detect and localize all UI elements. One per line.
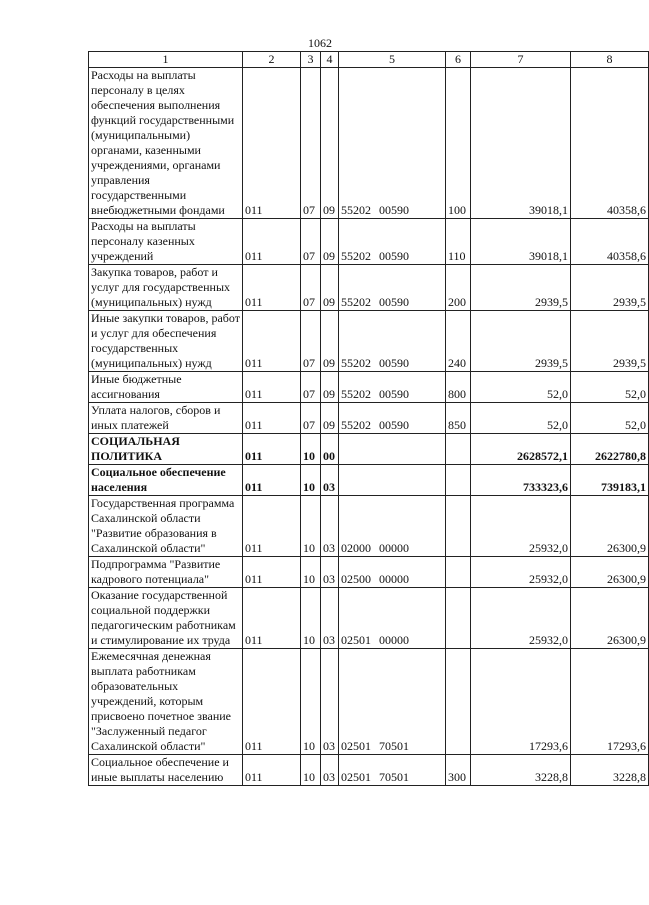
- target-article-part-a: 55202: [341, 249, 371, 263]
- ministry-code: 011: [243, 219, 301, 265]
- target-article-part-b: 00000: [379, 572, 409, 586]
- amount-year-1: 733323,6: [471, 465, 571, 496]
- expense-type-code: 200: [446, 265, 471, 311]
- column-header: 1: [89, 52, 243, 68]
- target-article-part-b: 70501: [379, 770, 409, 784]
- table-row: [89, 403, 649, 434]
- expense-type-code: 100: [446, 68, 471, 219]
- row-name: Иные бюджетные ассигнования: [89, 372, 243, 403]
- expense-type-code: [446, 496, 471, 557]
- amount-year-1: 17293,6: [471, 649, 571, 755]
- section-code: 10: [301, 434, 321, 465]
- amount-year-2: 2622780,8: [571, 434, 649, 465]
- table-row: [89, 219, 649, 265]
- ministry-code: 011: [243, 311, 301, 372]
- target-article-part-a: 55202: [341, 203, 371, 217]
- expense-type-code: [446, 588, 471, 649]
- amount-year-2: 739183,1: [571, 465, 649, 496]
- expense-type-code: [446, 434, 471, 465]
- subsection-code: 03: [321, 557, 339, 588]
- expense-type-code: [446, 465, 471, 496]
- table-row: [89, 68, 649, 219]
- amount-year-1: 25932,0: [471, 588, 571, 649]
- amount-year-1: 2939,5: [471, 311, 571, 372]
- amount-year-2: 40358,6: [571, 68, 649, 219]
- ministry-code: 011: [243, 649, 301, 755]
- subsection-code: 03: [321, 649, 339, 755]
- row-name: Социальное обеспечение и иные выплаты населению: [89, 755, 243, 786]
- target-article-part-a: 02501: [341, 739, 371, 753]
- target-article-part-b: 70501: [379, 739, 409, 753]
- target-article-code: [339, 649, 446, 755]
- table-row: [89, 372, 649, 403]
- section-code: 07: [301, 403, 321, 434]
- row-name: Иные закупки товаров, работ и услуг для обеспечения государственных (муниципальных) нужд: [89, 311, 243, 372]
- subsection-code: 09: [321, 68, 339, 219]
- target-article-code: [339, 465, 446, 496]
- amount-year-1: 25932,0: [471, 496, 571, 557]
- ministry-code: 011: [243, 557, 301, 588]
- table-row: [89, 755, 649, 786]
- target-article-part-b: 00590: [379, 295, 409, 309]
- ministry-code: 011: [243, 372, 301, 403]
- section-code: 07: [301, 265, 321, 311]
- amount-year-2: 2939,5: [571, 265, 649, 311]
- target-article-part-a: 02500: [341, 572, 371, 586]
- target-article-code: [339, 588, 446, 649]
- column-header: 3: [301, 52, 321, 68]
- target-article-code: [339, 403, 446, 434]
- section-code: 07: [301, 219, 321, 265]
- column-header: 4: [321, 52, 339, 68]
- ministry-code: 011: [243, 755, 301, 786]
- amount-year-1: 2939,5: [471, 265, 571, 311]
- table-row: [89, 434, 649, 465]
- expense-type-code: [446, 557, 471, 588]
- amount-year-1: 52,0: [471, 403, 571, 434]
- table-row: [89, 649, 649, 755]
- section-code: 07: [301, 372, 321, 403]
- amount-year-1: 39018,1: [471, 68, 571, 219]
- target-article-part-a: 02000: [341, 541, 371, 555]
- target-article-part-a: 55202: [341, 356, 371, 370]
- target-article-code: [339, 755, 446, 786]
- target-article-code: [339, 557, 446, 588]
- subsection-code: 03: [321, 755, 339, 786]
- ministry-code: 011: [243, 265, 301, 311]
- ministry-code: 011: [243, 588, 301, 649]
- page-number: 1062: [308, 36, 332, 50]
- row-name: Оказание государственной социальной поддержки педагогическим работникам и стимулирование их труда: [89, 588, 243, 649]
- expense-type-code: 240: [446, 311, 471, 372]
- row-name: Расходы на выплаты персоналу казенных учреждений: [89, 219, 243, 265]
- table-row: [89, 265, 649, 311]
- column-header: 2: [243, 52, 301, 68]
- subsection-code: 09: [321, 372, 339, 403]
- target-article-part-b: 00590: [379, 249, 409, 263]
- table-header-row: [89, 52, 649, 68]
- target-article-code: [339, 496, 446, 557]
- amount-year-1: 25932,0: [471, 557, 571, 588]
- ministry-code: 011: [243, 496, 301, 557]
- table-row: [89, 557, 649, 588]
- table-row: [89, 465, 649, 496]
- target-article-code: [339, 311, 446, 372]
- amount-year-2: 26300,9: [571, 588, 649, 649]
- column-header: 5: [339, 52, 446, 68]
- target-article-code: [339, 219, 446, 265]
- table-row: [89, 496, 649, 557]
- target-article-part-a: 55202: [341, 418, 371, 432]
- row-name: Расходы на выплаты персоналу в целях обеспечения выполнения функций государственными (муниципальными) органами, казенными учреждениями, органами управления государственными внебюджетными фондами: [89, 68, 243, 219]
- amount-year-2: 52,0: [571, 372, 649, 403]
- ministry-code: 011: [243, 403, 301, 434]
- ministry-code: 011: [243, 68, 301, 219]
- ministry-code: 011: [243, 465, 301, 496]
- column-header: 8: [571, 52, 649, 68]
- row-name: Социальное обеспечение населения: [89, 465, 243, 496]
- row-name: Уплата налогов, сборов и иных платежей: [89, 403, 243, 434]
- section-code: 07: [301, 311, 321, 372]
- amount-year-2: 17293,6: [571, 649, 649, 755]
- subsection-code: 03: [321, 465, 339, 496]
- section-code: 10: [301, 465, 321, 496]
- amount-year-2: 3228,8: [571, 755, 649, 786]
- row-name: Государственная программа Сахалинской области "Развитие образования в Сахалинской области": [89, 496, 243, 557]
- ministry-code: 011: [243, 434, 301, 465]
- amount-year-1: 2628572,1: [471, 434, 571, 465]
- amount-year-2: 40358,6: [571, 219, 649, 265]
- expense-type-code: 110: [446, 219, 471, 265]
- amount-year-1: 39018,1: [471, 219, 571, 265]
- table-row: [89, 588, 649, 649]
- subsection-code: 09: [321, 265, 339, 311]
- section-code: 10: [301, 649, 321, 755]
- subsection-code: 09: [321, 311, 339, 372]
- amount-year-2: 52,0: [571, 403, 649, 434]
- row-name: СОЦИАЛЬНАЯ ПОЛИТИКА: [89, 434, 243, 465]
- section-code: 10: [301, 755, 321, 786]
- amount-year-1: 3228,8: [471, 755, 571, 786]
- column-header: 7: [471, 52, 571, 68]
- subsection-code: 03: [321, 588, 339, 649]
- target-article-part-b: 00590: [379, 203, 409, 217]
- row-name: Подпрограмма "Развитие кадрового потенциала": [89, 557, 243, 588]
- target-article-part-a: 55202: [341, 295, 371, 309]
- expense-type-code: 850: [446, 403, 471, 434]
- subsection-code: 03: [321, 496, 339, 557]
- amount-year-2: 26300,9: [571, 557, 649, 588]
- subsection-code: 09: [321, 403, 339, 434]
- target-article-part-a: 02501: [341, 770, 371, 784]
- amount-year-2: 2939,5: [571, 311, 649, 372]
- target-article-code: [339, 265, 446, 311]
- target-article-part-b: 00590: [379, 418, 409, 432]
- budget-table: [88, 51, 649, 786]
- expense-type-code: 800: [446, 372, 471, 403]
- column-header: 6: [446, 52, 471, 68]
- target-article-part-a: 55202: [341, 387, 371, 401]
- section-code: 10: [301, 588, 321, 649]
- expense-type-code: [446, 649, 471, 755]
- section-code: 10: [301, 557, 321, 588]
- row-name: Ежемесячная денежная выплата работникам образовательных учреждений, которым присвоено почетное звание "Заслуженный педагог Сахалинской области": [89, 649, 243, 755]
- row-name: Закупка товаров, работ и услуг для государственных (муниципальных) нужд: [89, 265, 243, 311]
- subsection-code: 00: [321, 434, 339, 465]
- subsection-code: 09: [321, 219, 339, 265]
- target-article-part-b: 00590: [379, 356, 409, 370]
- target-article-code: [339, 434, 446, 465]
- section-code: 07: [301, 68, 321, 219]
- table-row: [89, 311, 649, 372]
- target-article-part-b: 00000: [379, 633, 409, 647]
- target-article-code: [339, 372, 446, 403]
- target-article-part-b: 00590: [379, 387, 409, 401]
- amount-year-1: 52,0: [471, 372, 571, 403]
- target-article-code: [339, 68, 446, 219]
- section-code: 10: [301, 496, 321, 557]
- target-article-part-a: 02501: [341, 633, 371, 647]
- target-article-part-b: 00000: [379, 541, 409, 555]
- amount-year-2: 26300,9: [571, 496, 649, 557]
- expense-type-code: 300: [446, 755, 471, 786]
